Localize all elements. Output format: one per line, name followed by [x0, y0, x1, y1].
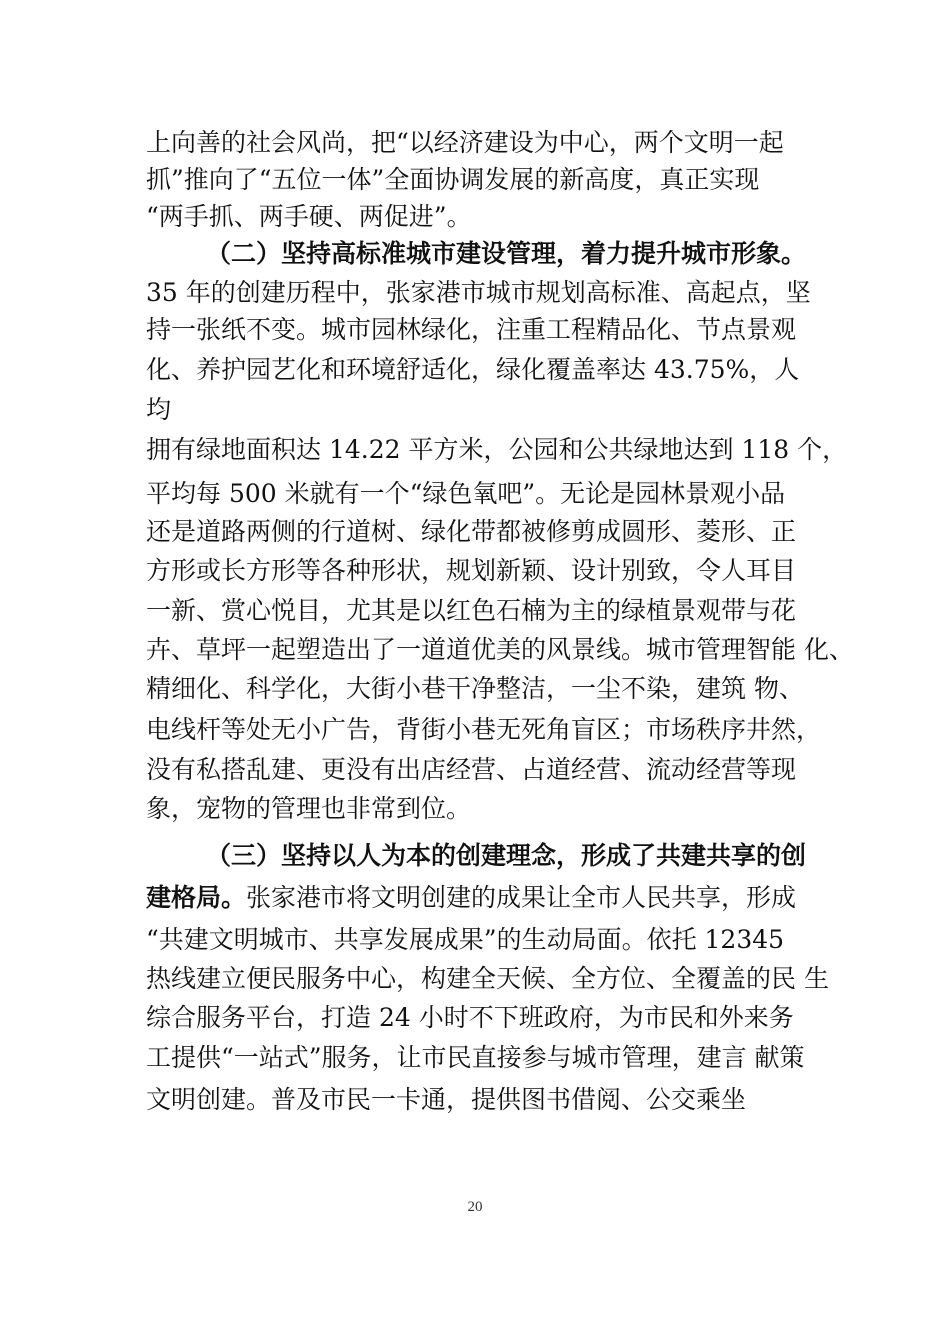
body-line: 还是道路两侧的行道树、绿化带都被修剪成圆形、菱形、正: [146, 517, 797, 546]
body-text: 张家港市将文明创建的成果让全市人民共享，形成: [246, 883, 797, 912]
body-line: 文明创建。普及市民一卡通，提供图书借阅、公交乘坐: [146, 1085, 747, 1114]
body-line: 上向善的社会风尚，把“以经济建设为中心，两个文明一起: [146, 128, 784, 157]
section-heading-3-continued: 建格局。: [146, 883, 247, 912]
body-line: [146, 880, 826, 916]
body-line: 卉、草坪一起塑造出了一道道优美的风景线。城市管理智能 化、: [146, 635, 854, 664]
body-line: 综合服务平台，打造 24 小时不下班政府，为市民和外来务: [146, 1003, 794, 1032]
body-line: 平均每 500 米就有一个“绿色氧吧”。无论是园林景观小品: [146, 479, 786, 508]
body-line: “共建文明城市、共享发展成果”的生动局面。依托 12345: [146, 925, 785, 954]
body-line: 一新、赏心悦目，尤其是以红色石楠为主的绿植景观带与花: [146, 596, 797, 625]
body-line: 热线建立便民服务中心，构建全天候、全方位、全覆盖的民 生: [146, 964, 829, 993]
section-heading-3: （三）坚持以人为本的创建理念，形成了共建共享的创: [206, 841, 807, 870]
body-line: 持一张纸不变。城市园林绿化，注重工程精品化、节点景观: [146, 315, 797, 344]
page-number: 20: [467, 1199, 483, 1215]
body-line: 拥有绿地面积达 14.22 平方米，公园和公共绿地达到 118 个，: [146, 435, 848, 464]
body-line: 方形或长方形等各种形状，规划新颖、设计别致，令人耳目: [146, 556, 797, 585]
body-line: 没有私搭乱建、更没有出店经营、占道经营、流动经营等现: [146, 755, 797, 784]
body-line: “两手抓、两手硬、两促进”。: [146, 202, 472, 231]
body-line: 象，宠物的管理也非常到位。: [146, 794, 472, 823]
body-line: 电线杆等处无小广告，背街小巷无死角盲区；市场秩序井然，: [146, 715, 822, 744]
body-line: 35 年的创建历程中，张家港市城市规划高标准、高起点，坚: [146, 278, 811, 307]
body-line: 工提供“一站式”服务，让市民直接参与城市管理，建言 献策: [146, 1043, 805, 1072]
body-line: 均: [146, 395, 172, 424]
body-line: 精细化、科学化，大街小巷干净整洁，一尘不染，建筑 物、: [146, 674, 804, 703]
body-line: 抓”推向了“五位一体”全面协调发展的新高度，真正实现: [146, 165, 760, 194]
section-heading-2: （二）坚持高标准城市建设管理，着力提升城市形象。: [206, 239, 807, 268]
body-line: 化、养护园艺化和环境舒适化，绿化覆盖率达 43.75%，人: [146, 355, 800, 384]
